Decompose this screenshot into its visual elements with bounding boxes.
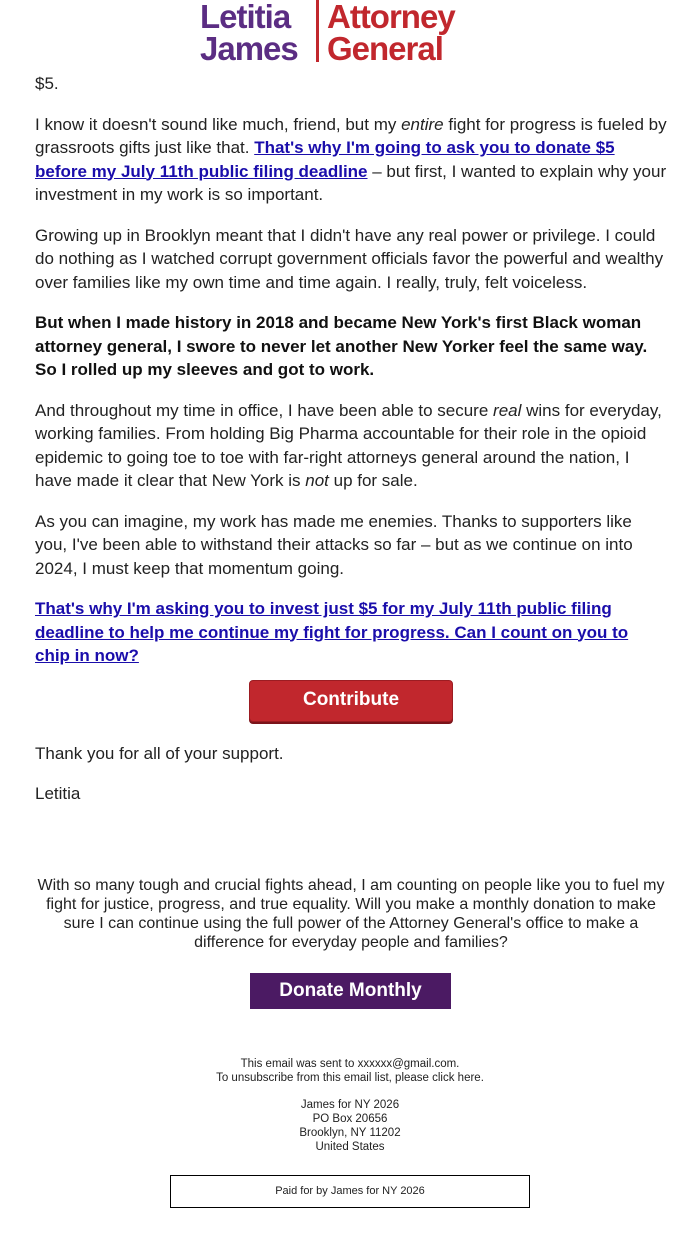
unsubscribe-link[interactable]: To unsubscribe from this email list, please click here. (216, 1072, 484, 1084)
email-body (35, 72, 667, 823)
donate-monthly-button[interactable]: Donate Monthly (250, 973, 451, 1009)
logo-first-name: Letitia (200, 0, 291, 35)
text-run: And throughout my time in office, I have been able to secure (35, 400, 494, 420)
body-paragraph (35, 399, 667, 493)
body-paragraph-bold: But when I made history in 2018 and became New York's first Black woman attorney general, I swore to never let another New Yorker feel the same way. So I rolled up my sleeves and got to work. (35, 313, 648, 379)
text-run: fight for progress is fueled by grassroots gifts just like that. (35, 114, 667, 157)
logo-office-line1: Attorney (327, 0, 455, 35)
text-run: I know it doesn't sound like much, friend, but my (35, 114, 402, 134)
recipient-email: xxxxxx@gmail.com. (357, 1058, 460, 1070)
sent-to-line (0, 1057, 700, 1071)
email-header (0, 0, 700, 68)
address-line: PO Box 20656 (312, 1113, 388, 1125)
sent-to-prefix: This email was sent to (240, 1058, 358, 1070)
footer-gap (0, 1085, 700, 1098)
body-paragraph (35, 113, 667, 207)
text-run: up for sale. (328, 471, 418, 490)
donate-link[interactable]: That's why I'm going to ask you to donate $5 before my July 11th public filing deadline (35, 138, 615, 181)
campaign-logo (200, 0, 455, 66)
text-run: – but first, I wanted to explain why your investment in my work is so important. (35, 161, 667, 204)
body-paragraph: $5. (35, 74, 59, 93)
logo-name (200, 0, 312, 65)
invest-link[interactable]: That's why I'm asking you to invest just $5 for my July 11th public filing deadline to help me continue my fight for progress. Can I count on you to chip in now? (35, 599, 629, 665)
contribute-button-wrap (35, 680, 667, 722)
paid-for-disclaimer: Paid for by James for NY 2026 (170, 1175, 530, 1208)
logo-divider (316, 0, 319, 62)
body-paragraph (35, 597, 667, 668)
emphasis-text: real (493, 400, 522, 420)
body-paragraph: Growing up in Brooklyn meant that I didn't have any real power or privilege. I could do nothing as I watched corrupt government officials favor the powerful and wealthy over families like my own time and time again. I really, truly, felt voiceless. (35, 225, 664, 292)
emphasis-text: entire (401, 114, 444, 134)
monthly-appeal-text: With so many tough and crucial fights ahead, I am counting on people like you to fuel my fight for justice, progress, and true equality. Will you make a monthly donation to make sure I can continue using the full power of the Attorney General's office to make a difference for everyday people and families? (37, 877, 665, 951)
logo-office-line2: General (327, 30, 443, 67)
thanks-text: Thank you for all of your support. (35, 743, 284, 763)
contribute-button[interactable]: Contribute (249, 680, 453, 722)
signature: Letitia (35, 784, 81, 803)
emphasis-text: not (305, 471, 329, 490)
logo-office (327, 0, 455, 65)
address-line: Brooklyn, NY 11202 (299, 1127, 401, 1139)
body-paragraph: As you can imagine, my work has made me enemies. Thanks to supporters like you, I've been able to withstand their attacks so far – but as we continue on into 2024, I must keep that momentum going. (35, 511, 633, 578)
address-line: United States (315, 1141, 385, 1153)
logo-last-name: James (200, 30, 298, 67)
address-line: James for NY 2026 (300, 1099, 400, 1111)
text-run: wins for everyday, working families. From holding Big Pharma accountable for their role in the opioid epidemic to going toe to toe with far-right attorneys general around the nation, I have made it clear that New York is (35, 400, 662, 490)
email-footer (0, 1057, 700, 1154)
